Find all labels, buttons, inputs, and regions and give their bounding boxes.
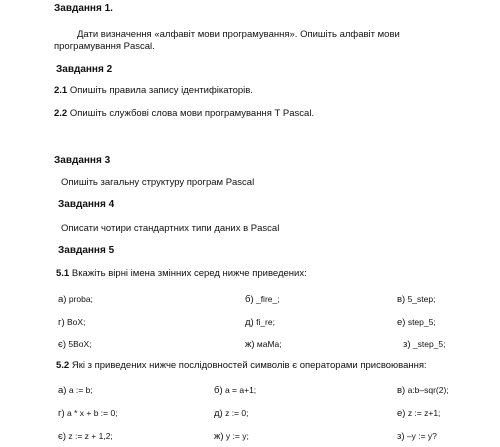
task5-question1 (56, 268, 307, 280)
question-text: Вкажіть вірні імена змінних серед нижче приведених: (69, 268, 307, 279)
option-q1-b: б) _fire_; (245, 294, 280, 305)
option-q2-z: з) –y := y? (397, 431, 437, 442)
task1-text-line2: програмування Pascal. (54, 41, 155, 52)
option-q1-d: д) fi_re; (245, 317, 275, 328)
question-number: 5.1 (56, 268, 70, 279)
task2-question1 (54, 85, 253, 97)
option-q1-v: в) 5_step; (397, 294, 436, 305)
task4-text: Описати чотири стандартних типи даних в Pascal (61, 223, 280, 234)
option-q1-e: е) step_5; (397, 317, 436, 328)
option-q1-zh: ж) мaMa; (245, 339, 282, 350)
question-number: 5.2 (56, 360, 70, 371)
task4-heading: Завдання 4 (58, 199, 115, 210)
option-q2-g: г) a * x + b := 0; (58, 408, 118, 419)
question-number: 2.2 (54, 108, 68, 119)
option-q1-a: а) proba; (58, 294, 93, 305)
task1-text-line1: Дати визначення «алфавіт мови програмування». Опишіть алфавіт мови (77, 29, 400, 40)
option-q2-e: е) z := z+1; (397, 408, 441, 419)
task2-question2 (54, 108, 314, 120)
task5-question2 (56, 360, 427, 372)
option-q2-a: а) a := b; (58, 385, 93, 396)
option-q2-ye: є) z := z + 1,2; (58, 431, 113, 442)
option-q1-z: з) _step_5; (403, 339, 446, 350)
question-text: Опишіть правила запису ідентифікаторів. (67, 85, 253, 96)
question-number: 2.1 (54, 85, 68, 96)
question-text: Які з приведених нижче послідовностей символів є операторами присвоювання: (69, 360, 427, 371)
option-q2-d: д) z := 0; (214, 408, 249, 419)
task2-heading: Завдання 2 (56, 64, 113, 75)
question-text: Опишіть службові слова мови програмування Т Pascal. (67, 108, 315, 119)
option-q2-v: в) a:b–sqr(2); (397, 385, 449, 396)
task1-heading: Завдання 1. (54, 3, 113, 14)
option-q2-b: б) a = a+1; (214, 385, 257, 396)
option-q2-zh: ж) y := y; (214, 431, 249, 442)
task3-text: Опишіть загальну структуру програм Pascal (61, 177, 255, 188)
option-q1-ye: є) 5BoX; (58, 339, 92, 350)
option-q1-g: г) BoX; (58, 317, 86, 328)
task3-heading: Завдання 3 (54, 155, 111, 166)
task5-heading: Завдання 5 (58, 245, 115, 256)
